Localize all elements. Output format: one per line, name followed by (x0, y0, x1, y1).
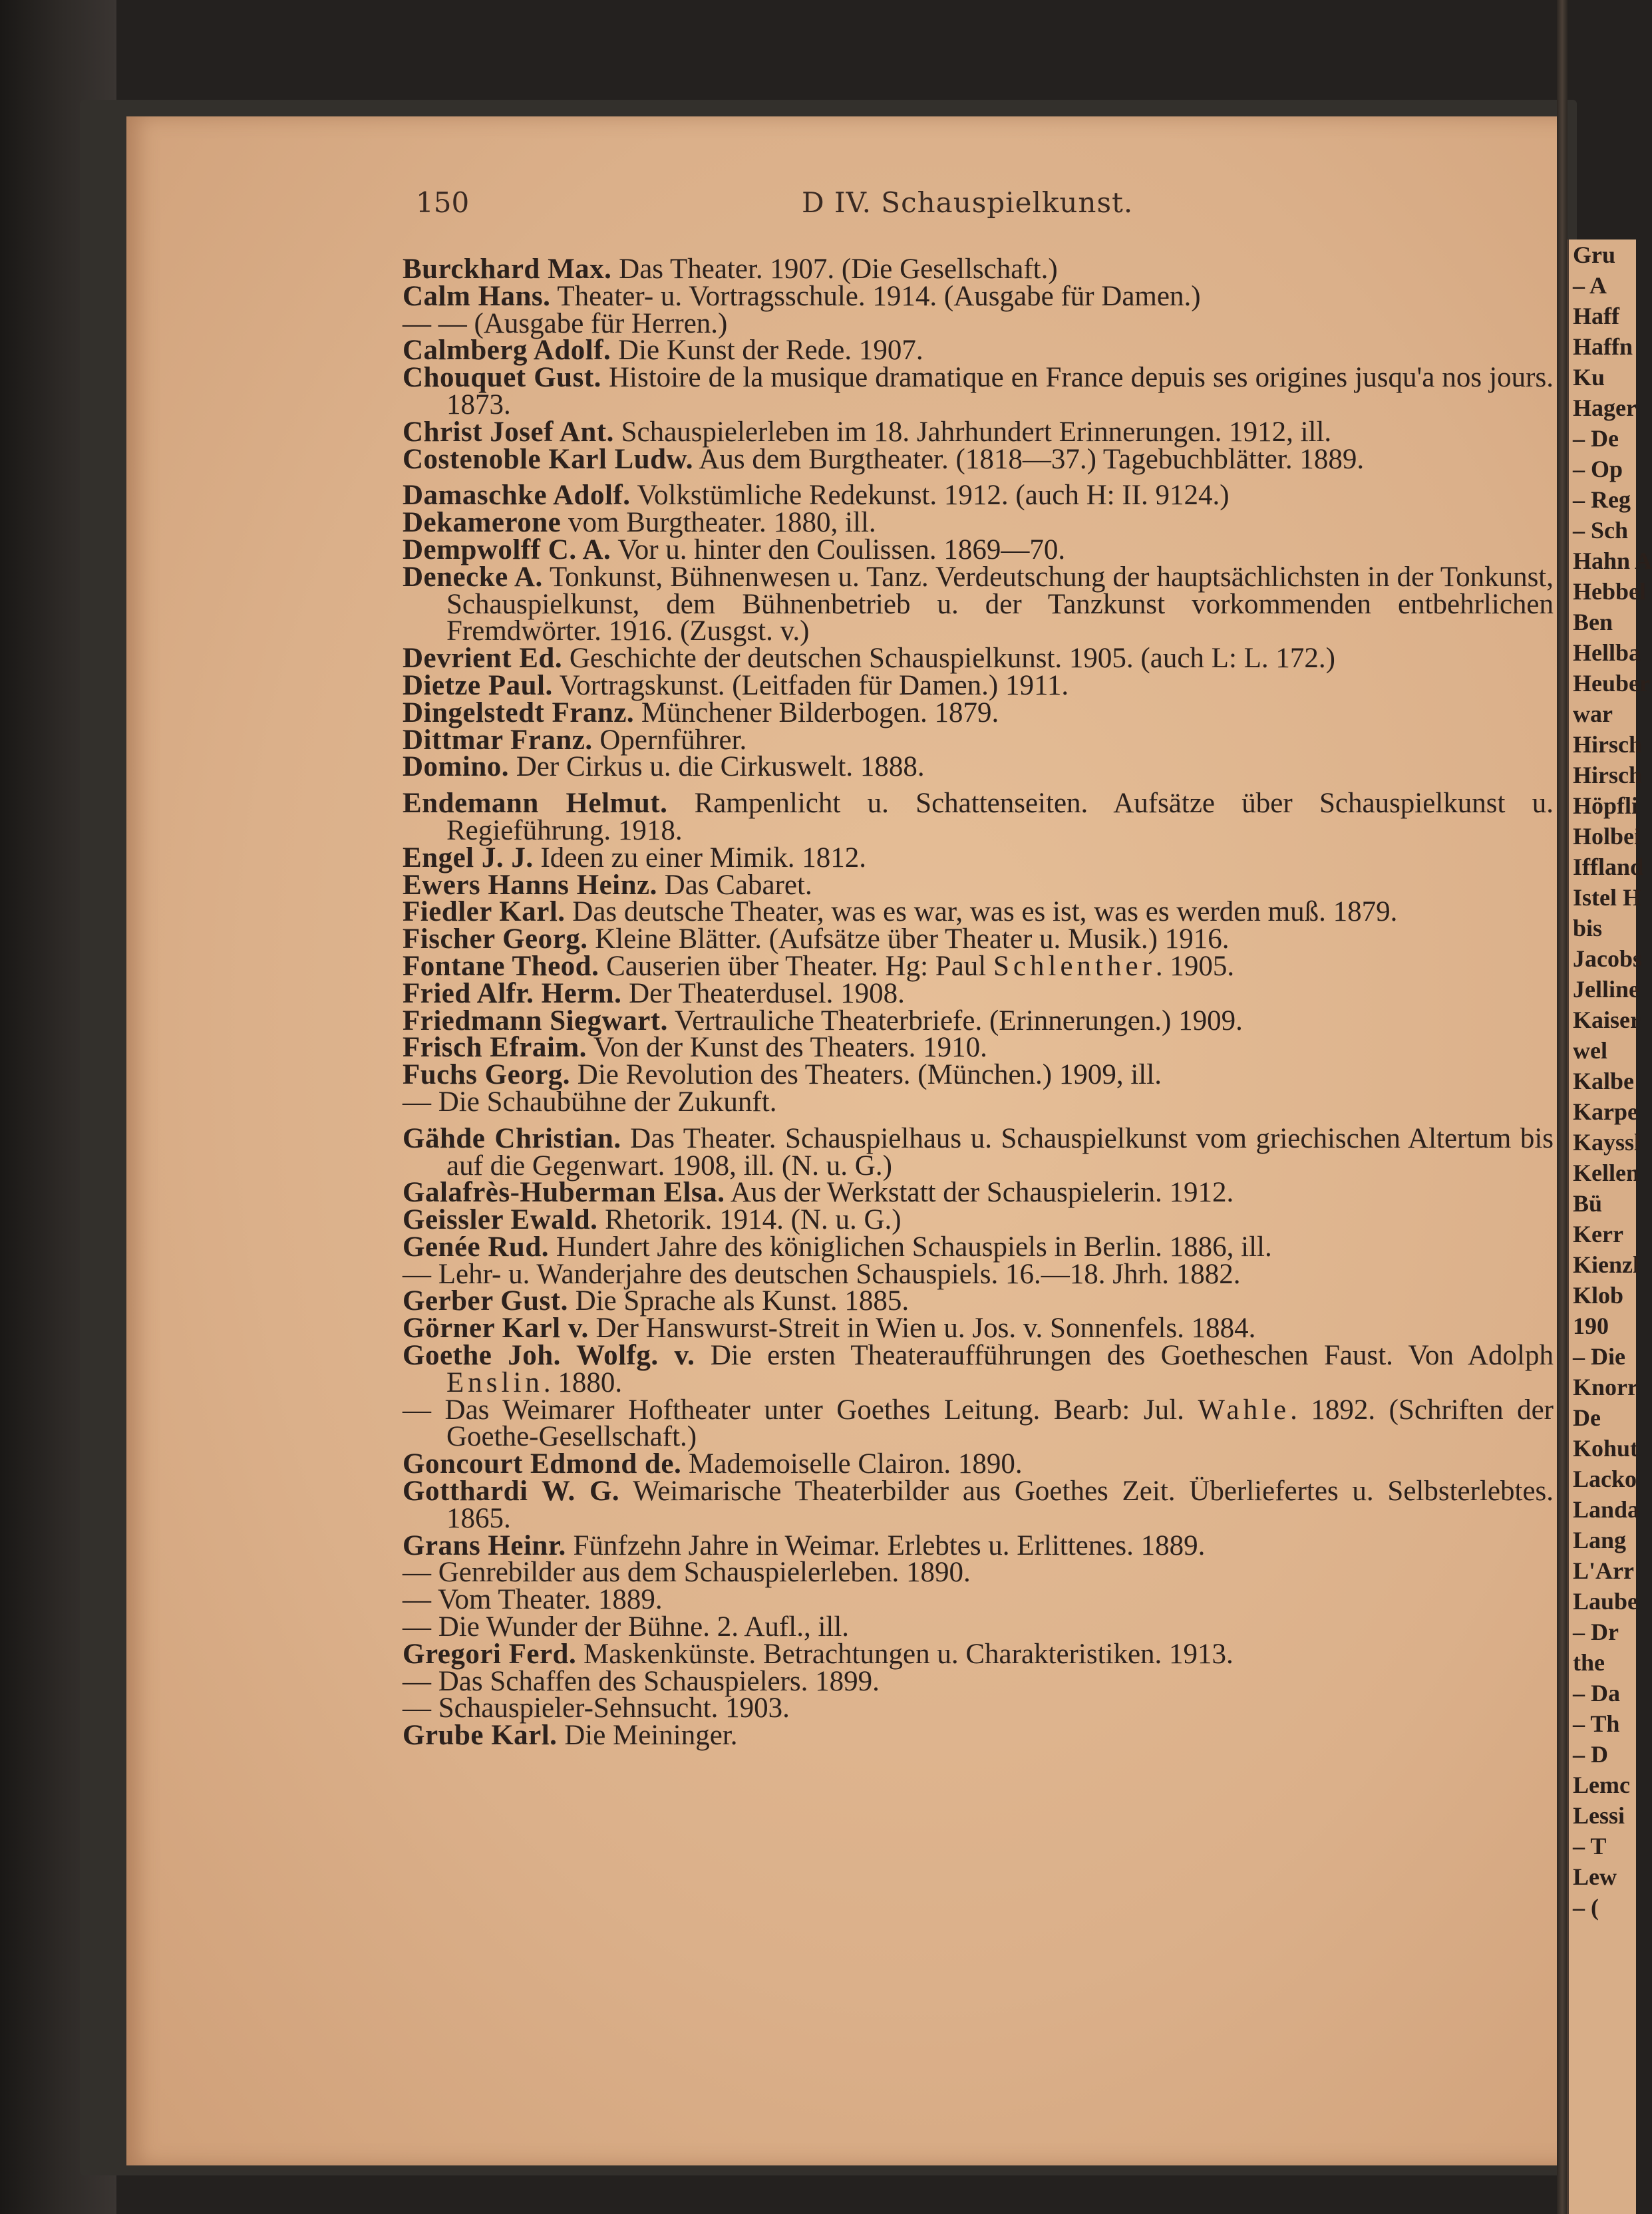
entry-author: Dittmar Franz. (403, 724, 593, 756)
facing-page-text: – A (1573, 272, 1607, 299)
entry-author: Galafrès-Huberman Elsa. (403, 1177, 725, 1209)
entry-title: Fünfzehn Jahre in Weimar. Erlebtes u. Erlittenes. 1889. (566, 1529, 1206, 1561)
entry-title: Mademoiselle Clairon. 1890. (681, 1448, 1023, 1480)
bibliography-entry (403, 645, 1554, 673)
entry-author: Damaschke Adolf. (403, 480, 631, 512)
bibliography-entry (403, 443, 1554, 475)
entry-author: Endemann Helmut. (403, 788, 668, 820)
bibliography-entry (403, 724, 1554, 756)
facing-page-text: – Sch (1573, 517, 1629, 544)
bibliography-entry (403, 1611, 1554, 1643)
entry-author: Engel J. J. (403, 842, 534, 873)
facing-page-text: wel (1573, 1037, 1607, 1064)
entry-title: Die Sprache als Kunst. 1885. (568, 1285, 909, 1317)
entry-author: Ewers Hanns Heinz. (403, 869, 657, 901)
entry-author: Gähde Christian. (403, 1122, 621, 1154)
facing-page-text: Hirsch (1573, 731, 1642, 758)
entry-title: — Das Schaffen des Schauspielers. 1899. (403, 1665, 880, 1697)
entry-author: Friedmann Siegwart. (403, 1005, 668, 1036)
facing-page-text: – Op (1573, 456, 1623, 482)
facing-page-text: Lang (1573, 1527, 1627, 1553)
entry-title: Histoire de la musique dramatique en France depuis ses origines jusqu'a nos jours. 1873. (446, 362, 1554, 420)
facing-page-text: Heuber (1573, 670, 1650, 697)
bibliography-entry (403, 1584, 1554, 1616)
entry-title: Die Revolution des Theaters. (München.) 1909, ill. (570, 1059, 1162, 1091)
facing-page-text: Ben (1573, 609, 1613, 635)
facing-page-text: Istel H (1573, 884, 1641, 911)
facing-page-text: Hellba (1573, 639, 1641, 666)
entry-author: Domino. (403, 751, 509, 783)
entry-author: Calm Hans. (403, 280, 551, 312)
entry-title: Münchener Bilderbogen. 1879. (634, 697, 999, 728)
entry-editor: Enslin (446, 1366, 544, 1398)
facing-page-text: Lew (1573, 1863, 1617, 1890)
bibliography-entry (403, 1258, 1554, 1290)
entry-title: Ideen zu einer Mimik. 1812. (533, 842, 866, 873)
bibliography-entry (403, 842, 1554, 873)
bibliography-entry (403, 1722, 1554, 1750)
bibliography-entry (403, 1034, 1554, 1062)
entry-title: Hundert Jahre des königlichen Schauspiels in Berlin. 1886, ill. (549, 1231, 1272, 1263)
facing-page-text: Kalbe (1573, 1068, 1635, 1094)
facing-page-text: Hirsch (1573, 762, 1642, 788)
bibliography-entry (403, 1315, 1554, 1343)
entry-author: Devrient Ed. (403, 643, 563, 675)
entry-author: Denecke A. (403, 561, 543, 593)
entry-title: Volkstümliche Redekunst. 1912. (auch H: II. 9124.) (630, 480, 1230, 512)
section-title: D IV. Schauspielkunst. (802, 186, 1134, 219)
bibliography-entry (403, 896, 1554, 928)
page-number: 150 (416, 186, 470, 219)
entry-title: — Schauspieler-Sehnsucht. 1903. (403, 1692, 790, 1724)
facing-page-text: – Da (1573, 1680, 1620, 1706)
facing-page-text: Lacko (1573, 1466, 1637, 1492)
facing-page-text: Ku (1573, 364, 1605, 391)
entry-title: Maskenkünste. Betrachtungen u. Charakteristiken. 1913. (576, 1638, 1234, 1670)
facing-page-text: – ( (1573, 1894, 1599, 1921)
facing-page-text: war (1573, 701, 1613, 727)
entry-author: Gregori Ferd. (403, 1638, 577, 1670)
entry-author: Chouquet Gust. (403, 362, 601, 394)
entry-author: Geissler Ewald. (403, 1204, 598, 1236)
entry-title: Vortragskunst. (Leitfaden für Damen.) 1911. (552, 669, 1069, 701)
facing-page-text: – Reg (1573, 486, 1631, 513)
bibliography-entry (403, 1665, 1554, 1697)
facing-page-text: – D (1573, 1741, 1608, 1768)
entry-author: Grans Heinr. (403, 1529, 566, 1561)
entry-title: Vor u. hinter den Coulissen. 1869—70. (611, 534, 1066, 565)
facing-page-text: Haffn (1573, 333, 1633, 360)
entry-author: Dingelstedt Franz. (403, 697, 635, 728)
entry-title: Kleine Blätter. (Aufsätze über Theater u. Musik.) 1916. (587, 923, 1230, 955)
entry-author: Christ Josef Ant. (403, 416, 614, 448)
facing-page-text: Höpfli (1573, 792, 1639, 819)
facing-page-text: L'Arr (1573, 1557, 1634, 1584)
entry-title: Die ersten Theateraufführungen des Goetheschen Faust. Von Adolph (695, 1340, 1554, 1372)
facing-page-text: Hahn A (1573, 548, 1652, 574)
entry-author: Fried Alfr. Herm. (403, 977, 622, 1009)
entry-title: Schauspielerleben im 18. Jahrhundert Erinnerungen. 1912, ill. (613, 416, 1332, 448)
facing-page-text: – T (1573, 1833, 1607, 1859)
entry-author: Burckhard Max. (403, 253, 612, 285)
entry-title: Rampenlicht u. Schattenseiten. Aufsätze über Schauspielkunst u. Regieführung. 1918. (446, 788, 1554, 846)
entry-title: Der Theaterdusel. 1908. (621, 977, 905, 1009)
entry-title: Das Theater. 1907. (Die Gesellschaft.) (611, 253, 1058, 285)
entry-title: Tonkunst, Bühnenwesen u. Tanz. Verdeutschung der hauptsächlichsten in der Tonkunst, Schauspielkunst, dem Bühnenbetrieb u. der Tanzkunst vorkommenden entbehrlichen Fremdwörter. 1916. (Zusgst. v.) (446, 561, 1554, 647)
bibliography-entry (403, 507, 1554, 539)
entry-author: Görner Karl v. (403, 1313, 589, 1344)
entry-title: Das Cabaret. (657, 869, 812, 901)
entry-author: Goethe Joh. Wolfg. v. (403, 1340, 695, 1372)
bibliography-entry (403, 280, 1554, 312)
bibliography-entry (403, 1448, 1554, 1480)
bibliography-entry (403, 253, 1554, 285)
entry-author: Fischer Georg. (403, 923, 588, 955)
entry-title: — Das Weimarer Hoftheater unter Goethes Leitung. Bearb: Jul. (403, 1394, 1198, 1426)
facing-page-text: Kellen (1573, 1160, 1639, 1186)
facing-page-text: Kerr (1573, 1221, 1623, 1247)
facing-page-text: Karpe (1573, 1098, 1638, 1125)
entry-title: vom Burgtheater. 1880, ill. (561, 507, 876, 539)
entry-tail: . 1905. (1155, 950, 1235, 982)
page-header (416, 186, 1480, 226)
entry-author: Fiedler Karl. (403, 896, 566, 928)
entry-title: Aus der Werkstatt der Schauspielerin. 1912. (725, 1177, 1234, 1209)
bibliography-entry (403, 1559, 1554, 1587)
entry-title: Opernführer. (592, 724, 747, 756)
bibliography-entry (403, 790, 1554, 845)
facing-page-text: Kayssl (1573, 1129, 1641, 1156)
facing-page-text: Klob (1573, 1282, 1624, 1309)
facing-page-text: Kaiser (1573, 1007, 1641, 1033)
facing-page-text: Haff (1573, 303, 1619, 329)
entry-tail: . 1892. (Schriften der Goethe-Gesellschaft.) (446, 1394, 1554, 1453)
bibliography-entry (403, 923, 1554, 955)
facing-page-text: Hager (1573, 395, 1637, 421)
entry-title: Der Cirkus u. die Cirkuswelt. 1888. (508, 751, 925, 783)
entry-title: Theater- u. Vortragsschule. 1914. (Ausgabe für Damen.) (550, 280, 1201, 312)
bibliography-entry (403, 1086, 1554, 1118)
facing-page-fragment (1567, 239, 1652, 2214)
bibliography-entry (403, 697, 1554, 728)
entry-title: — Genrebilder aus dem Schauspielerleben. 1890. (403, 1557, 971, 1589)
facing-page-text: Lemc (1573, 1772, 1630, 1798)
entry-title: Die Meininger. (557, 1720, 738, 1752)
entry-editor: Wahle (1198, 1394, 1291, 1426)
entry-title: Der Hanswurst-Streit in Wien u. Jos. v. Sonnenfels. 1884. (588, 1313, 1256, 1344)
facing-page-text: Kohut (1573, 1435, 1639, 1462)
facing-page-text: – Die (1573, 1343, 1625, 1370)
entry-author: Dempwolff C. A. (403, 534, 611, 565)
entry-author: Fuchs Georg. (403, 1059, 571, 1091)
entry-title: — Die Wunder der Bühne. 2. Aufl., ill. (403, 1611, 850, 1643)
entry-author: Gerber Gust. (403, 1285, 568, 1317)
entry-title: Causerien über Theater. Hg: Paul (599, 950, 994, 982)
entry-author: Frisch Efraim. (403, 1032, 587, 1064)
entry-title: — Vom Theater. 1889. (403, 1584, 663, 1616)
facing-page-text: Laube (1573, 1588, 1639, 1615)
entry-title: Geschichte der deutschen Schauspielkunst. 1905. (auch L: L. 172.) (562, 643, 1335, 675)
facing-page-text: – Dr (1573, 1619, 1619, 1645)
bibliography-entry (403, 869, 1554, 901)
bibliography-entry (403, 1529, 1554, 1561)
facing-page-text: 190 (1573, 1313, 1609, 1339)
facing-page-text: the (1573, 1649, 1605, 1676)
bibliography-entry (403, 416, 1554, 448)
entry-title: — Lehr- u. Wanderjahre des deutschen Schauspiels. 16.—18. Jhrh. 1882. (403, 1258, 1241, 1290)
entry-author: Dekamerone (403, 507, 562, 539)
bibliography-entry (403, 1478, 1554, 1533)
bibliography-entry (403, 1204, 1554, 1236)
bibliography-list (403, 253, 1554, 1752)
facing-page-text: Jelline (1573, 976, 1639, 1003)
facing-page-text: – De (1573, 425, 1619, 452)
bibliography-entry (403, 534, 1554, 565)
entry-title: Die Kunst der Rede. 1907. (611, 335, 923, 367)
bibliography-entry (403, 307, 1554, 339)
bibliography-entry (403, 977, 1554, 1009)
bibliography-entry (403, 751, 1554, 783)
entry-title: — — (Ausgabe für Herren.) (403, 307, 728, 339)
entry-title: Von der Kunst des Theaters. 1910. (586, 1032, 987, 1064)
entry-author: Grube Karl. (403, 1720, 558, 1752)
bibliography-entry (403, 950, 1554, 982)
bibliography-entry (403, 362, 1554, 420)
entry-title: Das Theater. Schauspielhaus u. Schauspielkunst vom griechischen Altertum bis auf die Gegenwart. 1908, ill. (N. u. G.) (446, 1122, 1554, 1182)
facing-page-text: Jacobs (1573, 945, 1643, 972)
bibliography-entry (403, 1231, 1554, 1263)
entry-author: Genée Rud. (403, 1231, 549, 1263)
facing-page-text: Hebbel (1573, 578, 1647, 605)
entry-title: Rhetorik. 1914. (N. u. G.) (597, 1204, 902, 1236)
bibliography-entry (403, 337, 1554, 365)
facing-page-text: De (1573, 1404, 1601, 1431)
bibliography-entry (403, 1638, 1554, 1670)
bibliography-entry (403, 1005, 1554, 1036)
bibliography-entry (403, 1394, 1554, 1453)
entry-title: Vertrauliche Theaterbriefe. (Erinnerungen.) 1909. (667, 1005, 1243, 1036)
entry-author: Dietze Paul. (403, 669, 553, 701)
bibliography-entry (403, 1177, 1554, 1209)
facing-page-text: Iffland (1573, 854, 1644, 880)
entry-title: Aus dem Burgtheater. (1818—37.) Tagebuchblätter. 1889. (693, 443, 1365, 475)
page-gutter (1557, 0, 1568, 2214)
facing-page-text: Landa (1573, 1496, 1640, 1523)
entry-editor: Schlenther (993, 950, 1156, 982)
bibliography-entry (403, 1340, 1554, 1398)
facing-page-text: Gru (1573, 241, 1616, 268)
facing-page-text: Lessi (1573, 1802, 1625, 1829)
entry-author: Goncourt Edmond de. (403, 1448, 682, 1480)
entry-title: Weimarische Theaterbilder aus Goethes Zeit. Überliefertes u. Selbsterlebtes. 1865. (446, 1476, 1554, 1534)
entry-author: Costenoble Karl Ludw. (403, 443, 693, 475)
entry-title: Das deutsche Theater, was es war, was es ist, was es werden muß. 1879. (565, 896, 1398, 928)
entry-author: Calmberg Adolf. (403, 335, 611, 367)
bibliography-entry (403, 1285, 1554, 1317)
facing-page-text: Holbei (1573, 823, 1641, 850)
bibliography-entry (403, 482, 1554, 510)
bibliography-entry (403, 1059, 1554, 1091)
bibliography-entry (403, 561, 1554, 647)
facing-page-text: Knorr (1573, 1374, 1638, 1400)
entry-author: Fontane Theod. (403, 950, 599, 982)
entry-author: Gotthardi W. G. (403, 1476, 620, 1507)
bibliography-entry (403, 669, 1554, 701)
entry-title: — Die Schaubühne der Zukunft. (403, 1086, 777, 1118)
facing-page-text: Kienzl (1573, 1251, 1639, 1278)
facing-page-text: Bü (1573, 1190, 1603, 1217)
facing-page-text: bis (1573, 915, 1603, 941)
bibliography-entry (403, 1692, 1554, 1724)
facing-page-text: – Th (1573, 1710, 1620, 1737)
bibliography-entry (403, 1122, 1554, 1182)
entry-tail: . 1880. (543, 1366, 623, 1398)
